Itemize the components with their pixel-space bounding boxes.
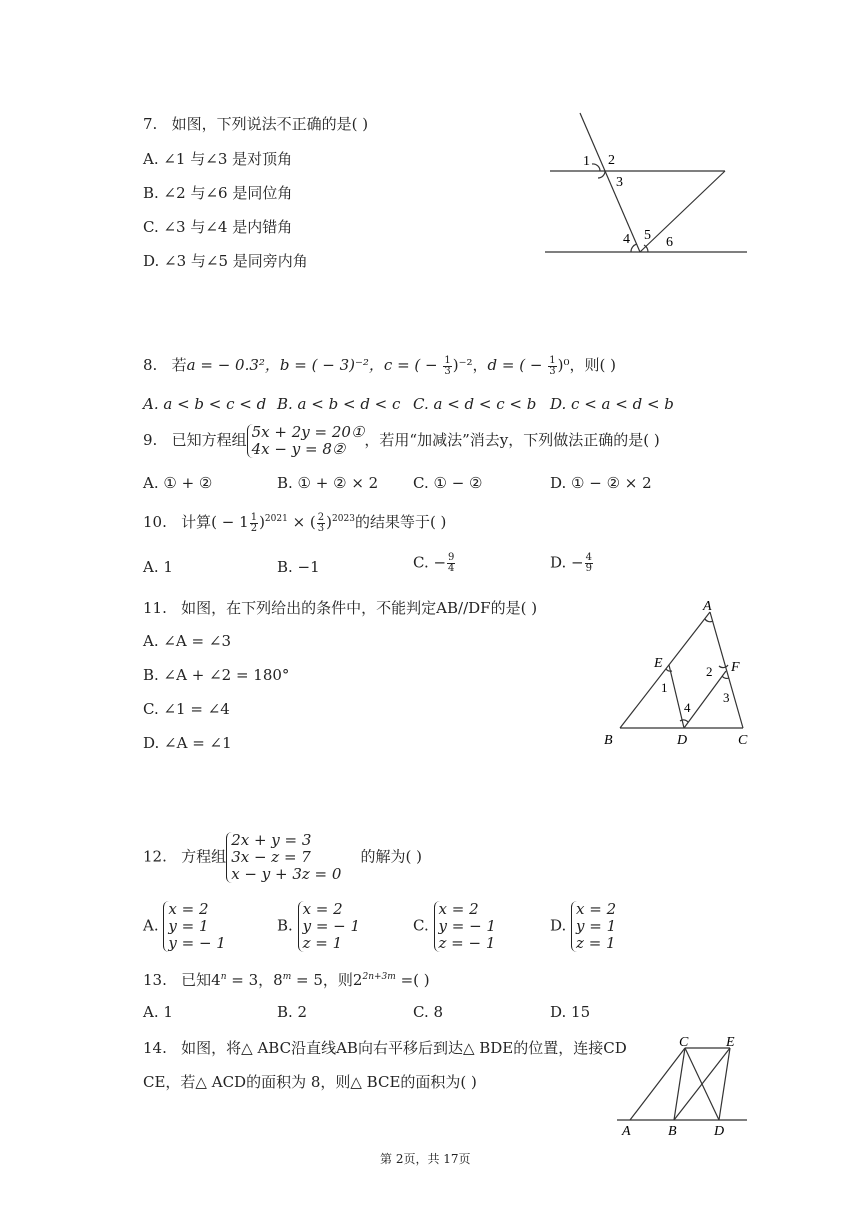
q7-option-c: C. ∠3 与∠4 是内错角 bbox=[143, 218, 293, 236]
fig14-label-d: D bbox=[714, 1124, 725, 1139]
fig11-label-1: 1 bbox=[661, 680, 668, 695]
q9-equation-system: 5x + 2y = 20① 4x − y = 8② bbox=[247, 424, 365, 458]
fig7-label-6: 6 bbox=[666, 235, 673, 250]
q8-option-a: A. a < b < c < d bbox=[143, 395, 267, 413]
q8-option-d: D. c < a < d < b bbox=[550, 395, 674, 413]
q11-stem: 11. 如图，在下列给出的条件中，不能判定AB//DF的是( ) bbox=[143, 599, 538, 617]
fig7-label-1: 1 bbox=[583, 154, 590, 169]
fig11-label-4: 4 bbox=[684, 700, 691, 715]
q10-stem: 10. 计算( − 1 $\frac{1}{2}$ )$^{2021}$ × ( $\frac{2}{3}$ )$^{2023}$的结果等于( ) bbox=[143, 511, 447, 534]
q14-figure bbox=[612, 1032, 757, 1142]
q11-option-b: B. ∠A + ∠2 = 180° bbox=[143, 666, 290, 684]
fig7-label-4: 4 bbox=[623, 232, 630, 247]
fig14-label-e: E bbox=[726, 1035, 735, 1050]
fig11-label-2: 2 bbox=[706, 664, 713, 679]
q11-option-c: C. ∠1 = ∠4 bbox=[143, 700, 230, 718]
q7-option-b: B. ∠2 与∠6 是同位角 bbox=[143, 184, 293, 202]
q12-equation-system: 2x + y = 3 3x − z = 7 x − y + 3z = 0 bbox=[226, 832, 341, 883]
fig7-label-2: 2 bbox=[608, 153, 615, 168]
q7-option-d: D. ∠3 与∠5 是同旁内角 bbox=[143, 252, 308, 270]
q8-stem: 8. 若a = − 0.3²，b = ( − 3)⁻²，c = ( − $\frac{1}{3}$ )⁻²，d = ( − $\frac{1}{3}$ )⁰，则( ) bbox=[143, 354, 616, 377]
fig11-label-a: A bbox=[703, 599, 712, 614]
q7-figure bbox=[540, 108, 755, 260]
q9-option-c: C. ① − ② bbox=[413, 474, 483, 492]
q11-option-d: D. ∠A = ∠1 bbox=[143, 734, 232, 752]
fig7-label-3: 3 bbox=[616, 175, 623, 190]
fig11-label-3: 3 bbox=[723, 690, 730, 705]
fig11-label-c: C bbox=[738, 733, 748, 748]
q13-option-c: C. 8 bbox=[413, 1003, 444, 1021]
q13-option-b: B. 2 bbox=[277, 1003, 308, 1021]
q10-option-a: A. 1 bbox=[143, 558, 173, 576]
fig7-label-5: 5 bbox=[644, 228, 651, 243]
q10-option-d: D. − $\frac{4}{9}$ bbox=[550, 552, 592, 574]
fig14-label-b: B bbox=[668, 1124, 677, 1139]
q7-option-a: A. ∠1 与∠3 是对顶角 bbox=[143, 150, 293, 168]
q12-stem: 12. 方程组 2x + y = 3 3x − z = 7 x − y + 3z = 0 的解为( ) bbox=[143, 831, 422, 883]
q9-stem: 9. 已知方程组 5x + 2y = 20① 4x − y = 8② ，若用“加减法”消去y，下列做法正确的是( ) bbox=[143, 423, 660, 458]
fig14-label-c: C bbox=[679, 1035, 689, 1050]
q8-option-b: B. a < b < d < c bbox=[277, 395, 401, 413]
q12-option-c: C. x = 2 y = − 1 z = − 1 bbox=[413, 900, 496, 952]
page-footer: 第 2页，共 17页 bbox=[380, 1152, 471, 1166]
fig14-label-a: A bbox=[622, 1124, 631, 1139]
q14-stem-line2: CE，若△ ACD的面积为 8，则△ BCE的面积为( ) bbox=[143, 1073, 477, 1091]
fig11-label-d: D bbox=[677, 733, 688, 748]
q11-figure bbox=[598, 595, 758, 750]
q14-stem-line1: 14. 如图，将△ ABC沿直线AB向右平移后到达△ BDE的位置，连接CD bbox=[143, 1039, 627, 1057]
fig11-label-b: B bbox=[604, 733, 613, 748]
q9-option-d: D. ① − ② × 2 bbox=[550, 474, 652, 492]
q12-option-d: D. x = 2 y = 1 z = 1 bbox=[550, 900, 617, 952]
q7-stem: 7. 如图，下列说法不正确的是( ) bbox=[143, 115, 369, 133]
q10-option-b: B. −1 bbox=[277, 558, 320, 576]
q12-option-a: A. x = 2 y = 1 y = − 1 bbox=[143, 900, 226, 952]
q10-option-c: C. − $\frac{9}{4}$ bbox=[413, 552, 455, 574]
q11-option-a: A. ∠A = ∠3 bbox=[143, 632, 231, 650]
q9-option-a: A. ① + ② bbox=[143, 474, 213, 492]
q13-option-a: A. 1 bbox=[143, 1003, 173, 1021]
q13-option-d: D. 15 bbox=[550, 1003, 591, 1021]
q12-option-b: B. x = 2 y = − 1 z = 1 bbox=[277, 900, 361, 952]
q8-option-c: C. a < d < c < b bbox=[413, 395, 537, 413]
q9-option-b: B. ① + ② × 2 bbox=[277, 474, 379, 492]
fig11-label-f: F bbox=[731, 660, 740, 675]
q13-stem: 13. 已知$4^n = 3$，$8^m = 5$，则$2^{2n+3m}$ =( ) bbox=[143, 971, 430, 989]
fig11-label-e: E bbox=[654, 656, 663, 671]
